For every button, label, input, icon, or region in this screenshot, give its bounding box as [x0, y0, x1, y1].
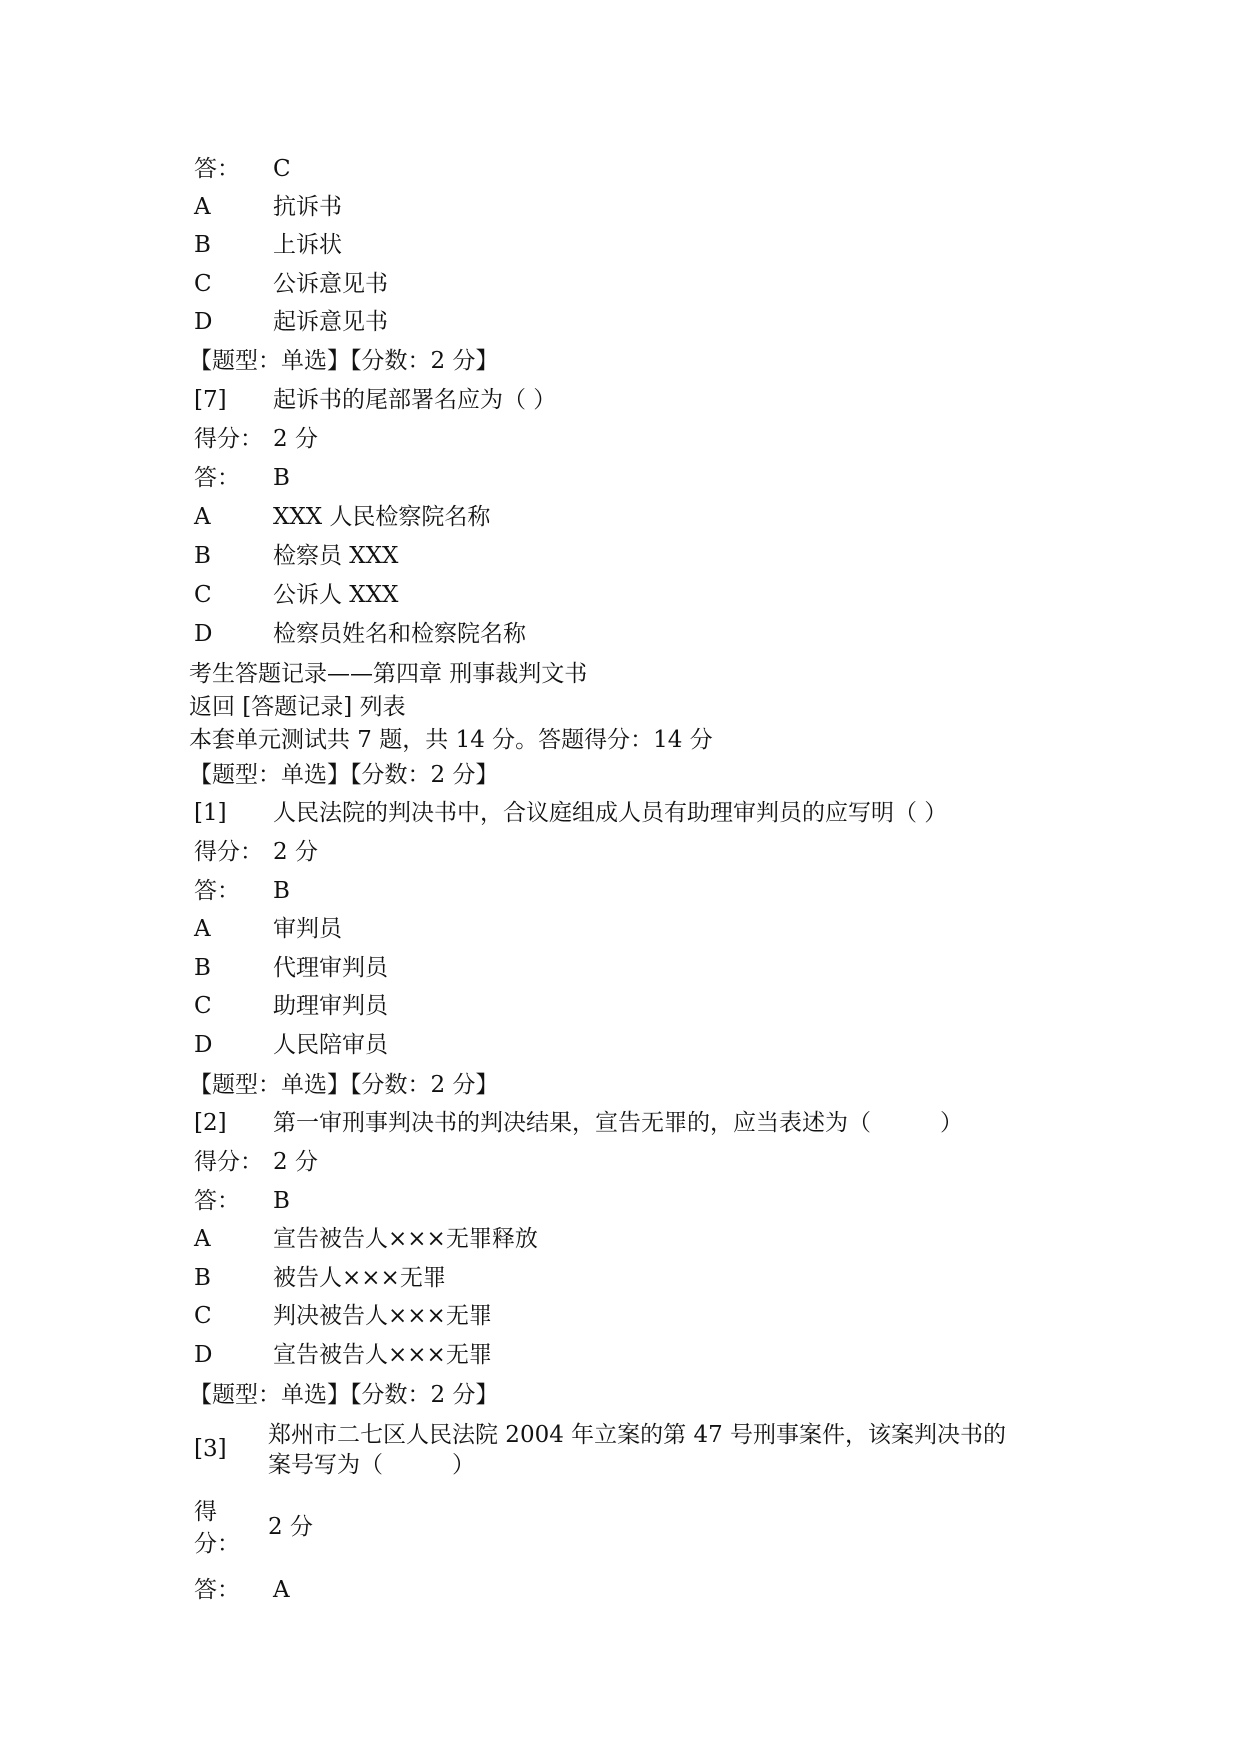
answer-value: B: [273, 1188, 290, 1214]
summary-text: 本套单元测试共 7 题，共 14 分。答题得分：14 分: [189, 727, 713, 753]
answer-label: 答：: [194, 1188, 240, 1214]
option-key: A: [194, 1226, 211, 1252]
option-text: 被告人×××无罪: [273, 1265, 446, 1291]
option-key: A: [194, 194, 211, 220]
option-text: 检察员姓名和检察院名称: [273, 621, 526, 647]
question-text: 第一审刑事判决书的判决结果，宣告无罪的，应当表述为（ ）: [273, 1110, 963, 1136]
question-text: 郑州市二七区人民法院 2004 年立案的第 47 号刑事案件，该案判决书的案号写为（ ）: [268, 1422, 1007, 1478]
option-text: 检察员 XXX: [273, 543, 399, 569]
question-text: 人民法院的判决书中，合议庭组成人员有助理审判员的应写明（ ）: [273, 800, 948, 826]
back-to-list-link[interactable]: 返回 [答题记录] 列表: [189, 694, 406, 720]
option-text: XXX 人民检察院名称: [273, 504, 491, 530]
option-text: 人民陪审员: [273, 1032, 388, 1058]
section-title: 考生答题记录——第四章 刑事裁判文书: [189, 661, 588, 687]
option-text: 起诉意见书: [273, 309, 388, 335]
option-text: 判决被告人×××无罪: [273, 1303, 492, 1329]
option-key: C: [194, 993, 212, 1019]
question-number: [3]: [194, 1436, 227, 1462]
score-label: 得分：: [194, 426, 263, 452]
option-key: C: [194, 271, 212, 297]
option-text: 公诉人 XXX: [273, 582, 399, 608]
answer-label: 答：: [194, 878, 240, 904]
question-text: 起诉书的尾部署名应为（ ）: [273, 387, 557, 413]
option-text: 审判员: [273, 916, 342, 942]
option-key: C: [194, 1303, 212, 1329]
question-header: 【题型：单选】【分数：2 分】: [189, 348, 499, 374]
option-text: 抗诉书: [273, 194, 342, 220]
question-number: [7]: [194, 387, 227, 413]
option-text: 上诉状: [273, 232, 342, 258]
option-key: B: [194, 1265, 211, 1291]
score-value: 2 分: [273, 1149, 318, 1175]
answer-label: 答：: [194, 156, 240, 182]
question-header: 【题型：单选】【分数：2 分】: [189, 1382, 499, 1408]
option-key: D: [194, 621, 213, 647]
option-key: C: [194, 582, 212, 608]
answer-label: 答：: [194, 465, 240, 491]
score-value: 2 分: [268, 1514, 313, 1540]
option-key: B: [194, 955, 211, 981]
answer-value: A: [273, 1577, 290, 1603]
option-key: D: [194, 1342, 213, 1368]
answer-label: 答：: [194, 1577, 240, 1603]
score-value: 2 分: [273, 839, 318, 865]
answer-value: B: [273, 465, 290, 491]
question-number: [1]: [194, 800, 227, 826]
question-header: 【题型：单选】【分数：2 分】: [189, 1072, 499, 1098]
score-label: 得分：: [194, 1149, 263, 1175]
option-text: 助理审判员: [273, 993, 388, 1019]
answer-value: C: [273, 156, 291, 182]
question-header: 【题型：单选】【分数：2 分】: [189, 762, 499, 788]
question-number: [2]: [194, 1110, 227, 1136]
option-text: 代理审判员: [273, 955, 388, 981]
option-key: D: [194, 309, 213, 335]
option-key: A: [194, 916, 211, 942]
score-value: 2 分: [273, 426, 318, 452]
option-text: 宣告被告人×××无罪释放: [273, 1226, 538, 1252]
option-key: B: [194, 543, 211, 569]
option-key: D: [194, 1032, 213, 1058]
option-text: 公诉意见书: [273, 271, 388, 297]
option-key: B: [194, 232, 211, 258]
score-label: 得分：: [194, 839, 263, 865]
answer-value: B: [273, 878, 290, 904]
option-key: A: [194, 504, 211, 530]
option-text: 宣告被告人×××无罪: [273, 1342, 492, 1368]
score-label: 得分：: [194, 1499, 240, 1557]
